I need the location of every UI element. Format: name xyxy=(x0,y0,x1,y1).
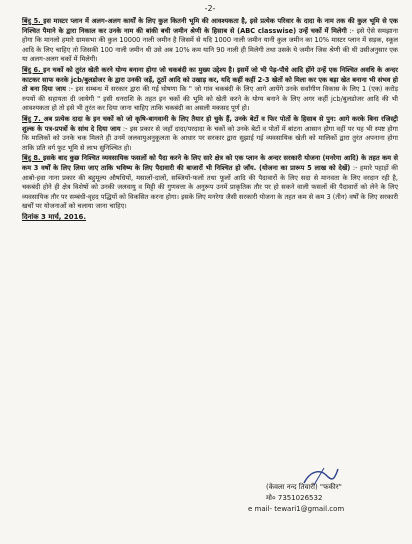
point-6-text: :- इस सम्बन्ध में सरकार द्वारा की गई घोषणा कि " जो गांव चकबंदी के लिए आगे आयेंगे उनके सर्वांगीण विकास के लिए 1 (एक) करोड़ रुपयों की सहायता दी जायेगी " इसी धनराशि के तहत इन चकों की भूमि को खेती करने के योग्य बनाने के लिए अगर कहीं jcb/बुलडोजर आदि की भी आवश्यकता हो तो इसे भी तुरंत कर दिया जाना चाहिए ताकि चकबंदी का असली मकसद पूर्ण हो। xyxy=(22,85,399,113)
signatory-mobile: मो० 7351026532 xyxy=(266,494,323,502)
point-8-heading: बिंदु 8. xyxy=(22,154,43,163)
signature-block xyxy=(248,482,398,515)
point-5-text: :- इसे ऐसे समझाना होगा कि मानलो हमारे ग्रामसभा की कुल 10000 नाली जमीन है जिसमें से यदि 1000 नाली जमीन यानी कुल जमीन का 10% मास्टर प्लान में सड़क, स्कूल आदि के लिए चाहिए तो जिसकी 100 नाली जमीन थी उसे अब 10% कम यानि 90 नाली ही मिलेगी तथा उसके ये जमीन जिस श्रेणी की थी उसीअनुसार एक या अलग-अलग चकों में मिलेगी। xyxy=(22,26,399,64)
paragraph-point-8 xyxy=(22,154,398,212)
paragraph-point-7 xyxy=(22,115,398,153)
point-5-lead: इस मास्टर प्लान में अलग-अलग कार्यों के लिए कुल कितनी भूमि की आवश्यकता है, इसे प्रत्येक परिवार के दादा के नाम तक की कुल भूमि से एक निश्चित पैमाने के द्वारा निकाल कर उनके नाम की बांकी बची जमीन श्रेणी के हिसाब से (ABC classwise) उन्हें चकों में मिलेगी xyxy=(22,17,398,35)
point-6-heading: बिंदु 6. xyxy=(22,65,44,74)
point-8-text: :- हमारे पहाड़ों की आबो-हवा नाना प्रकार की बहुमूल्य औषधियों, मसालों-दालों, सब्जियों-फलों तथा फूलों आदि की पैदावारों के लिए सदा से मानवता के लिए वरदान रही है, चकबंदी होने ही क्षेत्र विशेषों को उनकी जलवायु व मिट्टी की गुणवत्ता के अनुरूप उनमें प्राकृतिक तौर पर हो सकने वाली फसलों की पैदावारों को लेने के लिए व्यवसायिक तौर पर सम्बंधी-वृहद पद्धियों को विकसित करना होगा। इसके लिए मनरेगा जैसी सरकारी योजना के तहत कम से कम 3 (तीन) वर्षों के लिए सरकारी खर्चों पर योजनाओं को चलाया जाना चाहिए। xyxy=(22,163,399,211)
document-date: दिनांक 3 मार्च, 2016. xyxy=(22,212,87,221)
signatory-email[interactable]: e mail- tewari1@gmail.com xyxy=(248,505,345,513)
point-8-lead: इसके बाद कुछ निश्चित व्यवसायिक फसलों को पैदा करने के लिए सारे क्षेत्र को एक प्लान के अन्दर सरकारी योजना (मनरेगा आदि) के तहत कम से कम 3 वर्षों के लिए लिया जाए ताकि भविष्य के लिए पैदावारी की बाजारों भी निश्चित हो जाँय. (योजना का प्रारूप 5 लाख को देखें) xyxy=(22,154,398,172)
point-7-text: :- इस प्रकार से जहाँ दादा/परदादा के चकों को उनके बेटों व पोतों में बांटना आसान होगा वहीं पर यह भी स्पष्ट होगा कि मालिकों को उनके चक मिलते ही उनमें जलवायुअनुकूलता के आधार पर सरकार द्वारा सुझाई गई व्यवसायिक खेती को मालिकों द्वारा तुरंत अपनाना होगा ताकि प्रति वर्ग फुट भूमि से लाभ सुनिश्चित हो। xyxy=(22,124,398,152)
point-7-lead: अब प्रत्येक दादा के इन चकों को जो कृषि-बागवानी के लिए तैयार हो चुके हैं, उनके बेटों व फिर पोतों के हिसाब से पुन: आगे करके बिना रजिस्ट्री शुल्क के पत्र-प्रपत्रों के सांथ दे दिया जाय xyxy=(22,114,398,133)
paragraph-point-5 xyxy=(22,17,398,65)
point-6-lead: इन चकों को तुरंत खेती करने योग्य बनाना होगा जो चकबंदी का मुख्य उद्देश्य है। इसमें जो भी पेड़-पौधे आदि होंगे उन्हें एक निश्चित अवधि के अन्दर काटकर साफ करके jcb/बुलडोजर के द्वारा उनकी जड़ें, ठूठों आदि को उखाड़ कर, यदि कहीं कहीं 2-3 खेतों को मिला कर एक बड़ा खेत बनाना भी संभव हो तो बना दिया जाय xyxy=(22,65,398,94)
paragraph-point-6 xyxy=(22,66,398,114)
signatory-name: (केवला नन्द तिवारी) "फकीर" xyxy=(266,483,342,491)
page-number: -2- xyxy=(204,4,216,13)
point-5-heading: बिंदु 5. xyxy=(22,17,44,25)
point-7-heading: बिंदु 7. xyxy=(22,114,44,123)
